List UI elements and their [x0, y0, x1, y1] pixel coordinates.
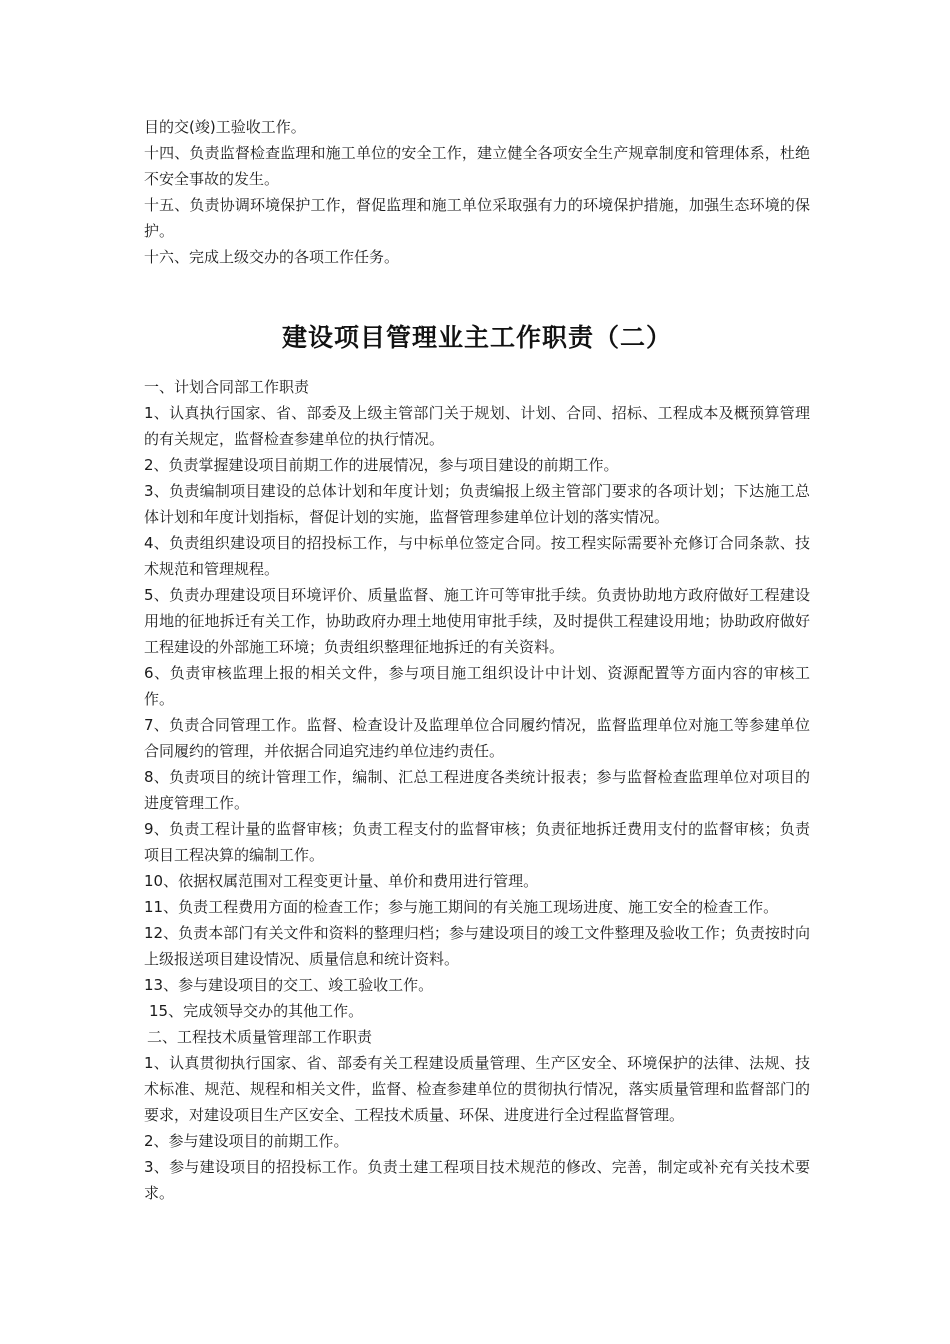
document-page [144, 114, 810, 1206]
list-item: 9、负责工程计量的监督审核；负责工程支付的监督审核；负责征地拆迁费用支付的监督审核；负责项目工程决算的编制工作。 [144, 820, 810, 864]
list-item: 10、依据权属范围对工程变更计量、单价和费用进行管理。 [144, 872, 539, 890]
list-item: 8、负责项目的统计管理工作，编制、汇总工程进度各类统计报表；参与监督检查监理单位对项目的进度管理工作。 [144, 768, 810, 812]
list-item: 12、负责本部门有关文件和资料的整理归档；参与建设项目的竣工文件整理及验收工作；负责按时向上级报送项目建设情况、质量信息和统计资料。 [144, 924, 810, 968]
list-item: 1、认真执行国家、省、部委及上级主管部门关于规划、计划、合同、招标、工程成本及概预算管理的有关规定，监督检查参建单位的执行情况。 [144, 404, 810, 448]
list-item: 5、负责办理建设项目环境评价、质量监督、施工许可等审批手续。负责协助地方政府做好工程建设用地的征地拆迁有关工作，协助政府办理土地使用审批手续，及时提供工程建设用地；协助政府做好工程建设的外部施工环境；负责组织整理征地拆迁的有关资料。 [144, 586, 810, 656]
list-item: 6、负责审核监理上报的相关文件，参与项目施工组织设计中计划、资源配置等方面内容的审核工作。 [144, 664, 810, 708]
list-item: 1、认真贯彻执行国家、省、部委有关工程建设质量管理、生产区安全、环境保护的法律、法规、技术标准、规范、规程和相关文件，监督、检查参建单位的贯彻执行情况，落实质量管理和监督部门的要求，对建设项目生产区安全、工程技术质量、环保、进度进行全过程监督管理。 [144, 1054, 810, 1124]
top-paragraph: 十六、完成上级交办的各项工作任务。 [144, 248, 400, 266]
section-heading: 一、计划合同部工作职责 [144, 378, 310, 396]
list-item: 7、负责合同管理工作。监督、检查设计及监理单位合同履约情况，监督监理单位对施工等参建单位合同履约的管理，并依据合同追究违约单位违约责任。 [144, 716, 810, 760]
top-paragraph: 十五、负责协调环境保护工作，督促监理和施工单位采取强有力的环境保护措施，加强生态环境的保护。 [144, 196, 810, 240]
document-title: 建设项目管理业主工作职责（二） [281, 323, 672, 352]
list-item: 15、完成领导交办的其他工作。 [149, 1002, 364, 1020]
list-item: 3、负责编制项目建设的总体计划和年度计划；负责编报上级主管部门要求的各项计划；下达施工总体计划和年度计划指标，督促计划的实施，监督管理参建单位计划的落实情况。 [144, 482, 810, 526]
list-item: 2、负责掌握建设项目前期工作的进展情况，参与项目建设的前期工作。 [144, 456, 619, 474]
top-paragraph: 目的交(竣)工验收工作。 [144, 118, 306, 136]
top-paragraph: 十四、负责监督检查监理和施工单位的安全工作，建立健全各项安全生产规章制度和管理体系，杜绝不安全事故的发生。 [144, 144, 810, 188]
list-item: 11、负责工程费用方面的检查工作；参与施工期间的有关施工现场进度、施工安全的检查工作。 [144, 898, 779, 916]
list-item: 3、参与建设项目的招投标工作。负责土建工程项目技术规范的修改、完善，制定或补充有关技术要求。 [144, 1158, 810, 1202]
section-heading: 二、工程技术质量管理部工作职责 [147, 1028, 373, 1046]
list-item: 13、参与建设项目的交工、竣工验收工作。 [144, 976, 434, 994]
list-item: 2、参与建设项目的前期工作。 [144, 1132, 349, 1150]
list-item: 4、负责组织建设项目的招投标工作，与中标单位签定合同。按工程实际需要补充修订合同条款、技术规范和管理规程。 [144, 534, 810, 578]
